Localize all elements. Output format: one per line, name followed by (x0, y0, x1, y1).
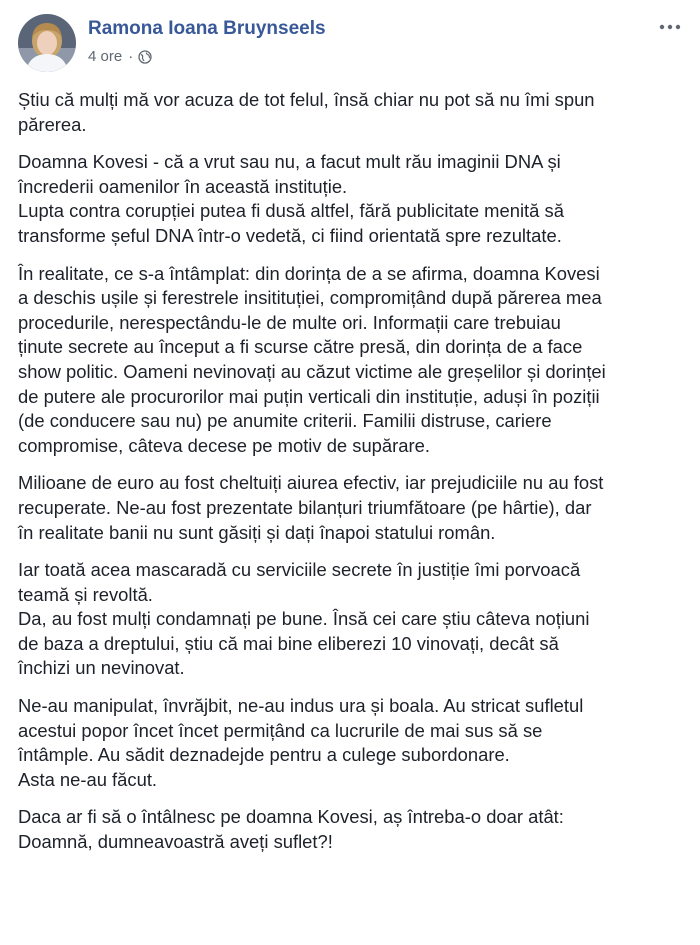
post-text-line: ținute secrete au început a fi scurse către presă, din dorința de a face (18, 336, 583, 358)
post-text-line: întâmple. Au sădit deznadejde pentru a culege subordonare. (18, 744, 510, 766)
post-text-line: procedurile, nerespectându-le de multe ori. Informații care trebuiau (18, 311, 561, 333)
post-paragraph (18, 262, 682, 459)
post-paragraph (18, 805, 682, 854)
post-meta (88, 48, 152, 65)
post-text-line: închizi un nevinovat. (18, 657, 185, 679)
post-text-line: încrederii oamenilor în această instituție. (18, 175, 348, 197)
meta-separator: · (128, 48, 134, 65)
post-text-line: Doamna Kovesi - că a vrut sau nu, a facut mult rău imaginii DNA și (18, 151, 561, 173)
post-header (18, 12, 688, 76)
post-text-line: în realitate banii nu sunt găsiți și dați înapoi statului român. (18, 521, 496, 543)
post-text-line: Daca ar fi să o întâlnesc pe doamna Kovesi, aș întreba-o doar atât: (18, 806, 564, 828)
post-text-line: teamă și revoltă. (18, 583, 153, 605)
post-text-line: Doamnă, dumneavoastră aveți suflet?! (18, 831, 333, 853)
post-text-line: compromise, câteva decese pe motiv de supărare. (18, 434, 430, 456)
post-text-line: de putere ale procurorilor mai puțin verticali din instituție, aduși în poziții (18, 385, 600, 407)
post-text-line: părerea. (18, 113, 87, 135)
avatar[interactable] (18, 14, 76, 72)
post-paragraph (18, 150, 682, 248)
post-paragraph (18, 694, 682, 792)
post-text-line: a deschis ușile și ferestrele insitituției, compromițând după părerea mea (18, 287, 602, 309)
avatar-photo (18, 14, 76, 72)
post-text-line: În realitate, ce s-a întâmplat: din dorința de a se afirma, doamna Kovesi (18, 262, 600, 284)
post-text-line: Iar toată acea mascaradă cu serviciile secrete în justiție îmi porvoacă (18, 559, 581, 581)
post-text-line: Milioane de euro au fost cheltuiți aiurea efectiv, iar prejudiciile nu au fost (18, 472, 604, 494)
post-text-line: Lupta contra corupției putea fi dusă altfel, fără publicitate menită să (18, 200, 564, 222)
post-text-line: recuperate. Ne-au fost prezentate bilanțuri triumfătoare (pe hârtie), dar (18, 496, 592, 518)
post-text-line: transforme șeful DNA într-o vedetă, ci fiind orientată spre rezultate. (18, 224, 562, 246)
globe-icon[interactable] (138, 50, 152, 64)
post-text-line: show politic. Oameni nevinovați au căzut victime ale greșelilor și dorinței (18, 360, 606, 382)
post-body (18, 88, 682, 868)
post-paragraph (18, 471, 682, 545)
author-name[interactable]: Ramona Ioana Bruynseels (88, 18, 326, 39)
post-timestamp[interactable]: 4 ore (88, 48, 123, 65)
post-text-line: de baza a dreptului, știu că mai bine eliberezi 10 vinovați, decât să (18, 632, 559, 654)
post-text-line: acestui popor încet încet permițând ca lucrurile de mai sus să se (18, 719, 543, 741)
post-text-line: Ne-au manipulat, învrăjbit, ne-au indus ura și boala. Au stricat sufletul (18, 695, 584, 717)
post-text-line: (de conducere sau nu) pe anumite criterii. Familii distruse, cariere (18, 410, 552, 432)
post-paragraph (18, 88, 682, 137)
post-text-line: Știu că mulți mă vor acuza de tot felul, însă chiar nu pot să nu îmi spun (18, 89, 595, 110)
post-text-line: Da, au fost mulți condamnați pe bune. Însă cei care știu câteva noțiuni (18, 608, 590, 630)
post-text-line: Asta ne-au făcut. (18, 768, 158, 790)
post-paragraph (18, 558, 682, 681)
more-options-icon[interactable] (658, 20, 682, 34)
